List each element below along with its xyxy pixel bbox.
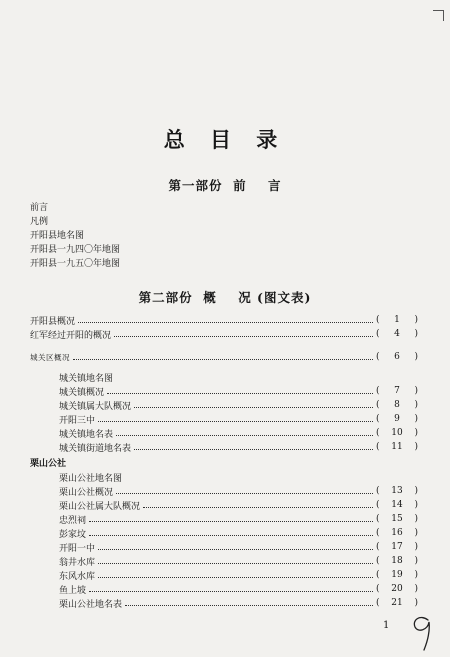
toc-label: 栗山公社属大队概况 bbox=[59, 501, 141, 512]
toc-label: 开阳县概况 bbox=[30, 316, 76, 327]
toc-page: ( 18 ) bbox=[376, 556, 418, 566]
dot-leader bbox=[116, 434, 373, 436]
corner-crop-mark bbox=[433, 10, 444, 21]
toc-label: 开阳三中 bbox=[59, 415, 96, 426]
toc-row bbox=[30, 313, 418, 327]
toc-row bbox=[59, 498, 418, 512]
dot-leader bbox=[98, 562, 373, 564]
dot-leader bbox=[98, 576, 373, 578]
toc-row bbox=[59, 526, 418, 540]
toc-label: 鱼上坡 bbox=[59, 585, 87, 596]
dot-leader bbox=[134, 448, 373, 450]
dot-leader bbox=[125, 604, 373, 606]
toc-page: ( 10 ) bbox=[376, 428, 418, 438]
part1-item: 开阳县一九四〇年地图 bbox=[30, 245, 121, 255]
dot-leader bbox=[143, 506, 373, 508]
toc-label: 开阳一中 bbox=[59, 543, 96, 554]
toc-page: ( 11 ) bbox=[376, 442, 418, 452]
dot-leader bbox=[89, 534, 373, 536]
toc-group-heading: 栗山公社 bbox=[30, 459, 67, 469]
toc-page: ( 14 ) bbox=[376, 500, 418, 510]
page-number: 1 bbox=[383, 620, 390, 631]
dot-leader bbox=[98, 548, 373, 550]
toc-label: 忠烈祠 bbox=[59, 515, 87, 526]
dot-leader bbox=[98, 420, 373, 422]
part1-heading: 第一部份 前 言 bbox=[168, 178, 282, 193]
dot-leader bbox=[116, 492, 373, 494]
toc-label: 栗山公社地名表 bbox=[59, 599, 123, 610]
toc-page: ( 16 ) bbox=[376, 528, 418, 538]
dot-leader bbox=[107, 392, 373, 394]
toc-row bbox=[59, 384, 418, 398]
toc-label: 红军经过开阳的概况 bbox=[30, 330, 112, 341]
toc-row bbox=[59, 568, 418, 582]
toc-row bbox=[59, 554, 418, 568]
page-title: 总 目 录 bbox=[163, 127, 287, 152]
toc-page: ( 13 ) bbox=[376, 486, 418, 496]
dot-leader bbox=[134, 406, 373, 408]
part2-heading: 第二部份 概 况 (图文表) bbox=[138, 290, 312, 305]
toc-row bbox=[30, 350, 418, 364]
handwritten-nine-mark bbox=[406, 610, 438, 652]
toc-row bbox=[59, 440, 418, 454]
part1-item: 开阳县一九五〇年地图 bbox=[30, 259, 121, 269]
part1-item: 开阳县地名图 bbox=[30, 231, 85, 241]
toc-label: 东风水库 bbox=[59, 571, 96, 582]
toc-row bbox=[59, 582, 418, 596]
toc-page: ( 19 ) bbox=[376, 570, 418, 580]
toc-page: ( 20 ) bbox=[376, 584, 418, 594]
toc-page: ( 9 ) bbox=[376, 414, 418, 424]
toc-label: 城关镇地名表 bbox=[59, 429, 114, 440]
toc-label: 栗山公社概况 bbox=[59, 487, 114, 498]
toc-label: 城关区概况 bbox=[30, 352, 70, 362]
toc-row bbox=[59, 596, 418, 610]
toc-page: ( 8 ) bbox=[376, 400, 418, 410]
dot-leader bbox=[89, 590, 373, 592]
toc-row bbox=[59, 412, 418, 426]
toc-label: 彭家坟 bbox=[59, 529, 87, 540]
toc-page: ( 1 ) bbox=[376, 315, 418, 325]
dot-leader bbox=[78, 321, 373, 323]
toc-page: ( 6 ) bbox=[376, 352, 418, 362]
toc-page: ( 21 ) bbox=[376, 598, 418, 608]
toc-label: 翁井水库 bbox=[59, 557, 96, 568]
toc-page: ( 17 ) bbox=[376, 542, 418, 552]
toc-label: 城关镇概况 bbox=[59, 387, 105, 398]
toc-row bbox=[59, 426, 418, 440]
toc-row bbox=[59, 540, 418, 554]
toc-label: 栗山公社地名图 bbox=[59, 474, 123, 484]
toc-label: 城关镇属大队概况 bbox=[59, 401, 132, 412]
toc-row bbox=[59, 484, 418, 498]
toc-label: 城关镇地名图 bbox=[59, 374, 114, 384]
toc-label: 城关镇街道地名表 bbox=[59, 443, 132, 454]
toc-page: ( 4 ) bbox=[376, 329, 418, 339]
part1-item: 前言 bbox=[30, 203, 49, 213]
toc-row bbox=[59, 398, 418, 412]
dot-leader bbox=[114, 335, 373, 337]
dot-leader bbox=[89, 520, 373, 522]
dot-leader bbox=[73, 358, 373, 360]
part1-item: 凡例 bbox=[30, 217, 49, 227]
toc-page: ( 15 ) bbox=[376, 514, 418, 524]
toc-row bbox=[30, 327, 418, 341]
toc-row bbox=[59, 512, 418, 526]
toc-page: ( 7 ) bbox=[376, 386, 418, 396]
